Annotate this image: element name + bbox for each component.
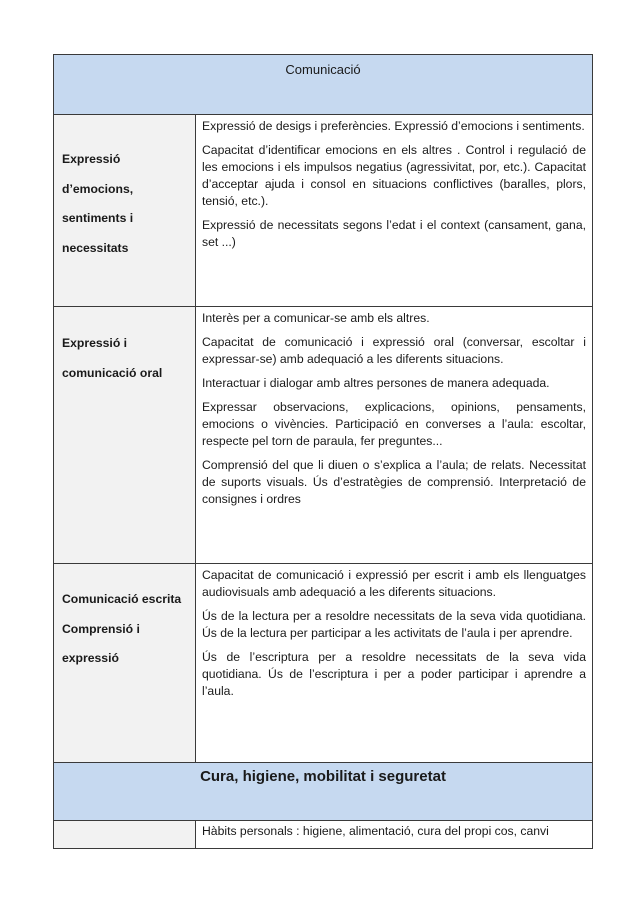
row-label-line: Comprensió i [62, 621, 140, 636]
row-content-cell [196, 564, 593, 763]
row-label-cell [54, 564, 196, 763]
table-row [54, 564, 593, 763]
row-content-cell [196, 115, 593, 307]
row-label-cell [54, 115, 196, 307]
row-label-line: necessitats [62, 240, 129, 255]
content-paragraph: Comprensió del que li diuen o s’explica a l’aula; de relats. Necessitat de suports visuals. Ús d’estratègies de comprensió. Interpretació de consignes i ordres [202, 458, 586, 506]
content-paragraph: Capacitat de comunicació i expressió oral (conversar, escoltar i expressar-se) amb adequació a les diferents situacions. [202, 335, 586, 366]
row-label-line: Expressió [62, 152, 121, 166]
content-paragraph: Hàbits personals : higiene, alimentació, cura del propi cos, canvi [202, 824, 549, 838]
content-paragraph: Ús de la lectura per a resoldre necessitats de la seva vida quotidiana. Ús de la lectura per participar a les activitats de l’aula i per aprendre. [202, 609, 586, 640]
content-paragraph: Expressió de desigs i preferències. Expressió d’emocions i sentiments. [202, 119, 585, 133]
content-paragraph: Expressió de necessitats segons l’edat i el context (cansament, gana, set ...) [202, 218, 586, 249]
content-paragraph: Interès per a comunicar-se amb els altres. [202, 311, 430, 325]
table-row [54, 821, 593, 849]
row-label-line: Comunicació escrita [62, 592, 182, 606]
competencies-table [53, 54, 593, 849]
row-label-cell [54, 821, 196, 849]
section-title-cura: Cura, higiene, mobilitat i seguretat [54, 763, 593, 821]
row-label-line: expressió [62, 651, 119, 665]
row-label-line: d’emocions, [62, 181, 134, 196]
section-header-row [54, 55, 593, 115]
row-label-line: comunicació oral [62, 365, 163, 380]
content-paragraph: Expressar observacions, explicacions, opinions, pensaments, emocions o vivències. Participació en converses a l’aula: escoltar, respecte pel torn de paraula, fer preguntes... [202, 400, 586, 448]
table-row [54, 115, 593, 307]
content-paragraph: Capacitat d’identificar emocions en els altres . Control i regulació de les emocions i els impulsos negatius (agressivitat, por, etc.). Capacitat d’acceptar ajuda i consol en situacions conflictives (baralles, plors, tensió, etc.). [202, 143, 586, 208]
row-content-cell [196, 821, 593, 849]
content-paragraph: Interactuar i dialogar amb altres persones de manera adequada. [202, 376, 550, 390]
section-title-comunicacio: Comunicació [54, 55, 593, 115]
section-header-row [54, 763, 593, 821]
table-row [54, 307, 593, 564]
content-paragraph: Capacitat de comunicació i expressió per escrit i amb els llenguatges audiovisuals amb adequació a les diferents situacions. [202, 568, 586, 599]
row-label-cell [54, 307, 196, 564]
row-content-cell [196, 307, 593, 564]
content-paragraph: Ús de l’escriptura per a resoldre necessitats de la seva vida quotidiana. Ús de l’escriptura i per a poder participar i aprendre a l’aula. [202, 650, 586, 698]
row-label-line: sentiments i [62, 211, 134, 225]
row-label-line: Expressió i [62, 336, 128, 350]
